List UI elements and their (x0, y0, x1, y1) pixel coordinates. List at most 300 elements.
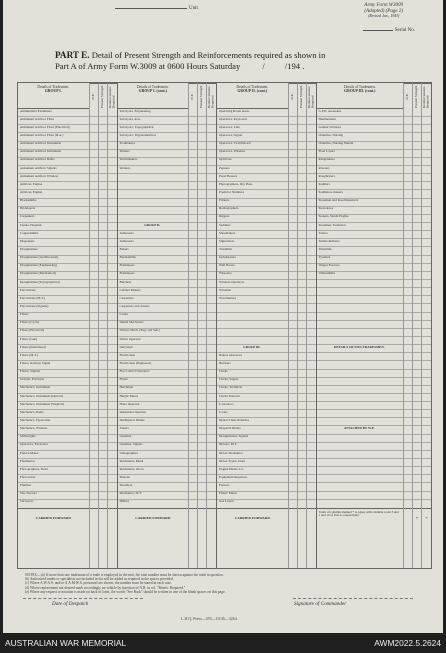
number-cell[interactable] (307, 272, 316, 280)
number-cell[interactable] (99, 304, 107, 312)
number-cell[interactable] (289, 158, 297, 166)
number-cell[interactable] (99, 280, 107, 288)
number-cell[interactable] (422, 223, 431, 231)
number-cell[interactable] (289, 370, 297, 378)
number-cell[interactable] (298, 459, 306, 467)
number-cell[interactable] (108, 345, 117, 353)
number-cell[interactable] (404, 329, 412, 337)
number-cell[interactable] (99, 500, 107, 508)
number-cell[interactable] (108, 288, 117, 296)
number-cell[interactable] (198, 475, 206, 483)
number-cell[interactable] (307, 264, 316, 272)
number-cell[interactable] (289, 166, 297, 174)
number-cell[interactable] (90, 492, 98, 500)
number-cell[interactable] (307, 418, 316, 426)
number-cell[interactable] (90, 410, 98, 418)
number-cell[interactable] (413, 207, 421, 215)
number-cell[interactable] (307, 459, 316, 467)
number-cell[interactable] (413, 361, 421, 369)
number-cell[interactable] (207, 264, 216, 272)
number-cell[interactable] (413, 288, 421, 296)
number-cell[interactable] (307, 467, 316, 475)
number-cell[interactable] (404, 500, 412, 508)
number-cell[interactable] (189, 288, 197, 296)
number-cell[interactable] (189, 426, 197, 434)
number-cell[interactable] (90, 215, 98, 223)
number-cell[interactable] (298, 280, 306, 288)
number-cell[interactable] (90, 451, 98, 459)
number-cell[interactable] (189, 182, 197, 190)
number-cell[interactable] (422, 337, 431, 345)
number-cell[interactable] (198, 150, 206, 158)
number-cell[interactable] (198, 207, 206, 215)
number-cell[interactable] (422, 353, 431, 361)
number-cell[interactable] (99, 475, 107, 483)
number-cell[interactable] (99, 109, 107, 117)
number-cell[interactable] (413, 500, 421, 508)
number-cell[interactable] (207, 329, 216, 337)
number-cell[interactable] (404, 321, 412, 329)
number-cell[interactable] (207, 345, 216, 353)
number-cell[interactable] (404, 345, 412, 353)
number-cell[interactable] (108, 142, 117, 150)
number-cell[interactable] (189, 418, 197, 426)
number-cell[interactable] (289, 329, 297, 337)
number-cell[interactable] (90, 394, 98, 402)
number-cell[interactable] (108, 475, 117, 483)
number-cell[interactable] (207, 280, 216, 288)
number-cell[interactable] (90, 166, 98, 174)
number-cell[interactable] (90, 133, 98, 141)
number-cell[interactable] (422, 386, 431, 394)
number-cell[interactable] (298, 117, 306, 125)
number-cell[interactable] (207, 304, 216, 312)
number-cell[interactable] (404, 475, 412, 483)
number-cell[interactable] (189, 378, 197, 386)
number-cell[interactable] (289, 337, 297, 345)
number-cell[interactable] (307, 426, 316, 434)
number-cell[interactable] (108, 272, 117, 280)
number-cell[interactable] (413, 337, 421, 345)
number-cell[interactable] (298, 182, 306, 190)
number-cell[interactable] (307, 247, 316, 255)
number-cell[interactable] (90, 402, 98, 410)
number-cell[interactable] (99, 223, 107, 231)
number-cell[interactable] (298, 256, 306, 264)
number-cell[interactable] (198, 166, 206, 174)
number-cell[interactable] (108, 394, 117, 402)
number-cell[interactable] (289, 256, 297, 264)
number-cell[interactable] (99, 150, 107, 158)
number-cell[interactable] (413, 133, 421, 141)
number-cell[interactable] (90, 386, 98, 394)
number-cell[interactable] (198, 321, 206, 329)
number-cell[interactable] (189, 394, 197, 402)
number-cell[interactable] (198, 158, 206, 166)
number-cell[interactable] (198, 467, 206, 475)
number-cell[interactable] (99, 190, 107, 198)
number-cell[interactable] (289, 264, 297, 272)
number-cell[interactable] (198, 451, 206, 459)
number-cell[interactable] (404, 386, 412, 394)
number-cell[interactable] (289, 231, 297, 239)
number-cell[interactable] (307, 435, 316, 443)
number-cell[interactable] (108, 353, 117, 361)
number-cell[interactable] (189, 353, 197, 361)
number-cell[interactable] (307, 174, 316, 182)
number-cell[interactable] (108, 150, 117, 158)
number-cell[interactable] (298, 223, 306, 231)
number-cell[interactable] (108, 370, 117, 378)
number-cell[interactable] (99, 483, 107, 491)
number-cell[interactable] (207, 370, 216, 378)
number-cell[interactable] (108, 402, 117, 410)
number-cell[interactable] (422, 500, 431, 508)
number-cell[interactable] (207, 142, 216, 150)
number-cell[interactable] (99, 394, 107, 402)
number-cell[interactable] (207, 378, 216, 386)
number-cell[interactable] (90, 321, 98, 329)
number-cell[interactable] (90, 158, 98, 166)
number-cell[interactable] (90, 231, 98, 239)
number-cell[interactable] (298, 500, 306, 508)
number-cell[interactable] (189, 410, 197, 418)
number-cell[interactable] (404, 483, 412, 491)
number-cell[interactable] (108, 174, 117, 182)
number-cell[interactable] (189, 142, 197, 150)
number-cell[interactable] (99, 231, 107, 239)
number-cell[interactable] (189, 386, 197, 394)
number-cell[interactable] (198, 142, 206, 150)
number-cell[interactable] (189, 304, 197, 312)
number-cell[interactable] (198, 247, 206, 255)
number-cell[interactable] (90, 296, 98, 304)
number-cell[interactable] (189, 166, 197, 174)
number-cell[interactable] (198, 223, 206, 231)
number-cell[interactable] (189, 247, 197, 255)
number-cell[interactable] (289, 386, 297, 394)
number-cell[interactable] (99, 345, 107, 353)
number-cell[interactable] (99, 166, 107, 174)
number-cell[interactable] (189, 459, 197, 467)
number-cell[interactable] (189, 125, 197, 133)
number-cell[interactable] (99, 256, 107, 264)
number-cell[interactable] (108, 109, 117, 117)
number-cell[interactable] (108, 125, 117, 133)
number-cell[interactable] (404, 239, 412, 247)
number-cell[interactable] (99, 386, 107, 394)
number-cell[interactable] (413, 451, 421, 459)
number-cell[interactable] (207, 207, 216, 215)
number-cell[interactable] (413, 215, 421, 223)
number-cell[interactable] (198, 199, 206, 207)
number-cell[interactable] (413, 109, 421, 117)
number-cell[interactable] (90, 361, 98, 369)
number-cell[interactable] (189, 329, 197, 337)
number-cell[interactable] (207, 321, 216, 329)
number-cell[interactable] (307, 199, 316, 207)
number-cell[interactable] (413, 443, 421, 451)
number-cell[interactable] (404, 451, 412, 459)
number-cell[interactable] (189, 313, 197, 321)
number-cell[interactable] (99, 492, 107, 500)
number-cell[interactable] (422, 296, 431, 304)
number-cell[interactable] (404, 304, 412, 312)
number-cell[interactable] (404, 459, 412, 467)
number-cell[interactable] (289, 133, 297, 141)
number-cell[interactable] (413, 459, 421, 467)
number-cell[interactable] (413, 394, 421, 402)
number-cell[interactable] (99, 361, 107, 369)
number-cell[interactable] (422, 174, 431, 182)
number-cell[interactable] (289, 207, 297, 215)
number-cell[interactable] (307, 215, 316, 223)
number-cell[interactable] (298, 247, 306, 255)
number-cell[interactable] (289, 304, 297, 312)
number-cell[interactable] (207, 215, 216, 223)
number-cell[interactable] (189, 256, 197, 264)
number-cell[interactable] (422, 182, 431, 190)
number-cell[interactable] (108, 166, 117, 174)
number-cell[interactable] (198, 174, 206, 182)
number-cell[interactable] (207, 386, 216, 394)
number-cell[interactable] (198, 239, 206, 247)
number-cell[interactable] (99, 239, 107, 247)
number-cell[interactable] (404, 215, 412, 223)
number-cell[interactable] (108, 443, 117, 451)
number-cell[interactable] (404, 256, 412, 264)
number-cell[interactable] (207, 133, 216, 141)
number-cell[interactable] (289, 117, 297, 125)
number-cell[interactable] (289, 190, 297, 198)
number-cell[interactable] (413, 280, 421, 288)
number-cell[interactable] (90, 378, 98, 386)
number-cell[interactable] (90, 313, 98, 321)
number-cell[interactable] (198, 182, 206, 190)
number-cell[interactable] (289, 150, 297, 158)
number-cell[interactable] (207, 426, 216, 434)
number-cell[interactable] (413, 475, 421, 483)
number-cell[interactable] (404, 426, 412, 434)
number-cell[interactable] (198, 426, 206, 434)
number-cell[interactable] (404, 288, 412, 296)
number-cell[interactable] (189, 370, 197, 378)
number-cell[interactable] (307, 150, 316, 158)
number-cell[interactable] (289, 223, 297, 231)
number-cell[interactable] (90, 304, 98, 312)
number-cell[interactable] (422, 142, 431, 150)
number-cell[interactable] (207, 223, 216, 231)
number-cell[interactable] (289, 378, 297, 386)
number-cell[interactable] (99, 435, 107, 443)
number-cell[interactable] (413, 304, 421, 312)
number-cell[interactable] (298, 443, 306, 451)
number-cell[interactable] (404, 410, 412, 418)
number-cell[interactable] (189, 264, 197, 272)
number-cell[interactable] (108, 264, 117, 272)
number-cell[interactable] (298, 150, 306, 158)
number-cell[interactable] (422, 231, 431, 239)
number-cell[interactable] (198, 256, 206, 264)
number-cell[interactable] (307, 182, 316, 190)
number-cell[interactable] (207, 150, 216, 158)
number-cell[interactable] (404, 231, 412, 239)
number-cell[interactable] (307, 361, 316, 369)
number-cell[interactable] (108, 280, 117, 288)
number-cell[interactable] (298, 378, 306, 386)
number-cell[interactable] (298, 215, 306, 223)
number-cell[interactable] (307, 410, 316, 418)
number-cell[interactable] (207, 483, 216, 491)
number-cell[interactable] (298, 133, 306, 141)
number-cell[interactable] (422, 109, 431, 117)
number-cell[interactable] (422, 418, 431, 426)
number-cell[interactable] (90, 150, 98, 158)
number-cell[interactable] (90, 435, 98, 443)
number-cell[interactable] (90, 247, 98, 255)
number-cell[interactable] (289, 492, 297, 500)
number-cell[interactable] (198, 370, 206, 378)
number-cell[interactable] (307, 125, 316, 133)
number-cell[interactable] (307, 345, 316, 353)
number-cell[interactable] (207, 117, 216, 125)
number-cell[interactable] (404, 158, 412, 166)
number-cell[interactable] (207, 337, 216, 345)
number-cell[interactable] (289, 247, 297, 255)
number-cell[interactable] (207, 451, 216, 459)
number-cell[interactable] (413, 247, 421, 255)
number-cell[interactable] (207, 500, 216, 508)
number-cell[interactable] (108, 304, 117, 312)
number-cell[interactable] (289, 345, 297, 353)
number-cell[interactable] (207, 158, 216, 166)
number-cell[interactable] (413, 142, 421, 150)
number-cell[interactable] (404, 353, 412, 361)
number-cell[interactable] (189, 500, 197, 508)
number-cell[interactable] (298, 483, 306, 491)
number-cell[interactable] (404, 337, 412, 345)
number-cell[interactable] (298, 207, 306, 215)
number-cell[interactable] (207, 190, 216, 198)
number-cell[interactable] (198, 410, 206, 418)
number-cell[interactable] (108, 459, 117, 467)
number-cell[interactable] (307, 492, 316, 500)
number-cell[interactable] (108, 426, 117, 434)
number-cell[interactable] (289, 435, 297, 443)
number-cell[interactable] (422, 475, 431, 483)
number-cell[interactable] (99, 215, 107, 223)
number-cell[interactable] (422, 288, 431, 296)
number-cell[interactable] (108, 207, 117, 215)
number-cell[interactable] (289, 272, 297, 280)
number-cell[interactable] (108, 483, 117, 491)
number-cell[interactable] (404, 109, 412, 117)
number-cell[interactable] (198, 443, 206, 451)
number-cell[interactable] (307, 239, 316, 247)
number-cell[interactable] (90, 239, 98, 247)
number-cell[interactable] (404, 182, 412, 190)
number-cell[interactable] (404, 117, 412, 125)
number-cell[interactable] (422, 402, 431, 410)
number-cell[interactable] (298, 199, 306, 207)
number-cell[interactable] (99, 125, 107, 133)
number-cell[interactable] (198, 337, 206, 345)
number-cell[interactable] (413, 410, 421, 418)
number-cell[interactable] (404, 378, 412, 386)
number-cell[interactable] (298, 125, 306, 133)
number-cell[interactable] (298, 361, 306, 369)
number-cell[interactable] (422, 321, 431, 329)
number-cell[interactable] (189, 361, 197, 369)
number-cell[interactable] (404, 492, 412, 500)
number-cell[interactable] (307, 223, 316, 231)
number-cell[interactable] (189, 109, 197, 117)
number-cell[interactable] (90, 142, 98, 150)
number-cell[interactable] (289, 483, 297, 491)
number-cell[interactable] (198, 483, 206, 491)
number-cell[interactable] (298, 264, 306, 272)
number-cell[interactable] (404, 190, 412, 198)
number-cell[interactable] (289, 426, 297, 434)
number-cell[interactable] (413, 150, 421, 158)
number-cell[interactable] (189, 223, 197, 231)
number-cell[interactable] (90, 272, 98, 280)
number-cell[interactable] (189, 475, 197, 483)
number-cell[interactable] (90, 109, 98, 117)
number-cell[interactable] (298, 410, 306, 418)
number-cell[interactable] (207, 272, 216, 280)
number-cell[interactable] (422, 394, 431, 402)
number-cell[interactable] (422, 239, 431, 247)
number-cell[interactable] (108, 467, 117, 475)
number-cell[interactable] (189, 321, 197, 329)
number-cell[interactable] (404, 223, 412, 231)
number-cell[interactable] (422, 264, 431, 272)
number-cell[interactable] (108, 223, 117, 231)
number-cell[interactable] (90, 190, 98, 198)
number-cell[interactable] (298, 142, 306, 150)
number-cell[interactable] (90, 174, 98, 182)
number-cell[interactable] (413, 483, 421, 491)
number-cell[interactable] (289, 394, 297, 402)
number-cell[interactable] (289, 280, 297, 288)
number-cell[interactable] (298, 451, 306, 459)
number-cell[interactable] (189, 239, 197, 247)
number-cell[interactable] (422, 256, 431, 264)
number-cell[interactable] (422, 272, 431, 280)
number-cell[interactable] (404, 125, 412, 133)
number-cell[interactable] (298, 475, 306, 483)
number-cell[interactable] (189, 174, 197, 182)
number-cell[interactable] (207, 443, 216, 451)
number-cell[interactable] (99, 117, 107, 125)
number-cell[interactable] (298, 370, 306, 378)
number-cell[interactable] (289, 215, 297, 223)
number-cell[interactable] (207, 109, 216, 117)
number-cell[interactable] (298, 386, 306, 394)
number-cell[interactable] (90, 182, 98, 190)
number-cell[interactable] (99, 337, 107, 345)
number-cell[interactable] (298, 190, 306, 198)
number-cell[interactable] (207, 435, 216, 443)
number-cell[interactable] (108, 215, 117, 223)
number-cell[interactable] (413, 467, 421, 475)
number-cell[interactable] (307, 296, 316, 304)
number-cell[interactable] (298, 394, 306, 402)
number-cell[interactable] (289, 288, 297, 296)
number-cell[interactable] (207, 288, 216, 296)
number-cell[interactable] (99, 142, 107, 150)
